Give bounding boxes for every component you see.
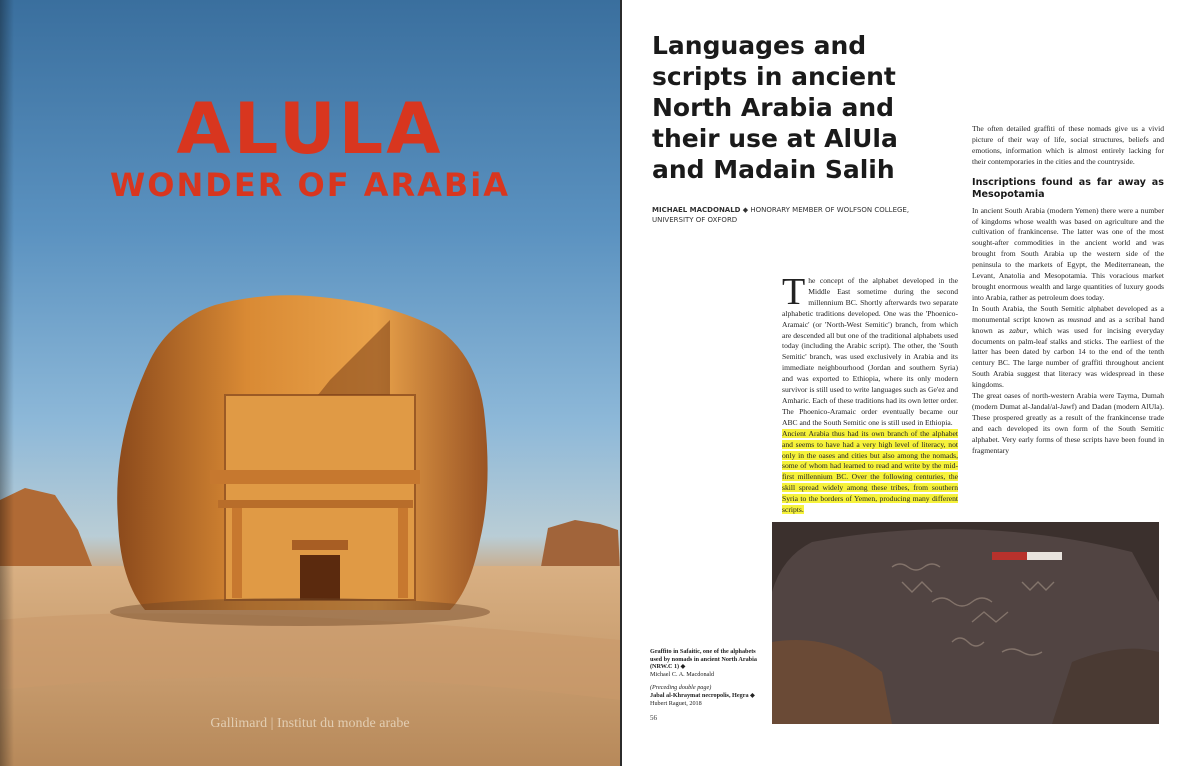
highlighted-passage: Ancient Arabia thus had its own branch of the alphabet and seems to have had a very high level of literacy, not only in the oases and cities but also among the nomads, some of whom had learned to read and write by the mid-first millennium BC. Over the following centuries, the skill spread widely among these tribes, from southern Syria to the borders of Yemen, producing many different scripts. [782, 428, 958, 515]
article-title: Languages and scripts in ancient North Arabia and their use at AlUla and Madain Salih [652, 31, 898, 184]
cover-subtitle: WONDER OF ARABiA [110, 166, 510, 204]
article-page [622, 0, 1200, 766]
term-zabur: zabur [1009, 325, 1027, 335]
photo-caption [650, 648, 760, 707]
author-name: MICHAEL MACDONALD [652, 206, 741, 214]
paragraph-south-arabia: In ancient South Arabia (modern Yemen) there were a number of kingdoms whose wealth was based on agriculture and the cultivation of frankincense. The latter was one of the most sought-after commodities in the ancient world and was brought from South Arabia up the western side of the peninsula to the markets of Egypt, the Mediterranean, the Levant, Anatolia and Mesopotamia. This voracious market brought enormous wealth and large quantities of luxury goods into Arabia, rather as petroleum does today. [972, 205, 1164, 302]
safaitic-graffito-photo [772, 522, 1159, 724]
paragraph-intro [782, 271, 958, 429]
rock-photo-illustration [772, 522, 1159, 724]
caption-credit: Michael C. A. Macdonald [650, 670, 715, 678]
caption-title: Graffito in Safaitic, one of the alphabets used by nomads in ancient North Arabia (NRW.C 1) ◆ [650, 648, 757, 671]
caption-credit-2: Hubert Raguet, 2018 [650, 699, 702, 707]
author-affiliation: HONORARY MEMBER OF WOLFSON COLLEGE, UNIVERSITY OF OXFORD [652, 206, 910, 224]
paragraph-scripts: In South Arabia, the South Semitic alphabet developed as a monumental script known as musnad and as a scribal hand known as zabur, which was used for incising everyday documents on palm-leaf stalks and sticks. The earliest of the latter has been dated by carbon 14 to the end of the tenth century BC. The large number of graffiti throughout ancient South Arabia suggest that literacy was widespread in these kingdoms. [972, 303, 1165, 390]
byline [652, 205, 942, 225]
term-musnad: musnad [1067, 314, 1092, 324]
text-column-left [782, 271, 958, 516]
page-number: 56 [650, 714, 657, 722]
paragraph-literacy [782, 429, 958, 516]
paragraph-intro-text: he concept of the alphabet developed in the Middle East sometime during the second millennium BC. Shortly afterwards two separate alphabetic traditions developed. One was the 'Phoenico-Aramaic' (or 'North-West Semitic') branch, from which are descended all but one of the traditional alphabets used today (including the Arabic script). The other, the 'South Semitic' branch, was used exclusively in Arabia and its immediate neighbourhood (Jordan and southern Syria) and was exported to Ethiopia, where its only modern survivor is still used to write languages such as Ge'ez and Amharic. Each of these traditions had its own letter order. The Phoenico-Aramaic order eventually became our ABC and the South Semitic one is still used in Ethiopia. [782, 276, 958, 427]
section-heading: Inscriptions found as far away as Mesopotamia [972, 176, 1164, 200]
drop-cap: T [782, 271, 806, 313]
text-column-right [972, 124, 1164, 456]
paragraph-oases: The great oases of north-western Arabia were Tayma, Dumah (modern Dumat al-Jandal/al-Jawf) and Dadan (modern AlUla). These prospered greatly as a result of the frankincense trade and each developed its own form of the South Semitic alphabet. Very early forms of these scripts have been found in fragmentary [972, 391, 1164, 455]
caption-title-2: Jabal al-Khraymat necropolis, Hegra ◆ [650, 691, 755, 699]
cover-publisher: Gallimard | Institut du monde arabe [210, 716, 410, 731]
paragraph-graffiti: The often detailed graffiti of these nomads give us a vivid picture of their way of life, social structures, beliefs and emotions, information which is almost entirely lacking for their contemporaries in the cities and the countryside. [972, 124, 1164, 166]
caption-note: (Preceding double page) [650, 684, 712, 692]
diamond-icon: ◆ [742, 206, 751, 214]
cover-title: ALULA [176, 88, 444, 170]
